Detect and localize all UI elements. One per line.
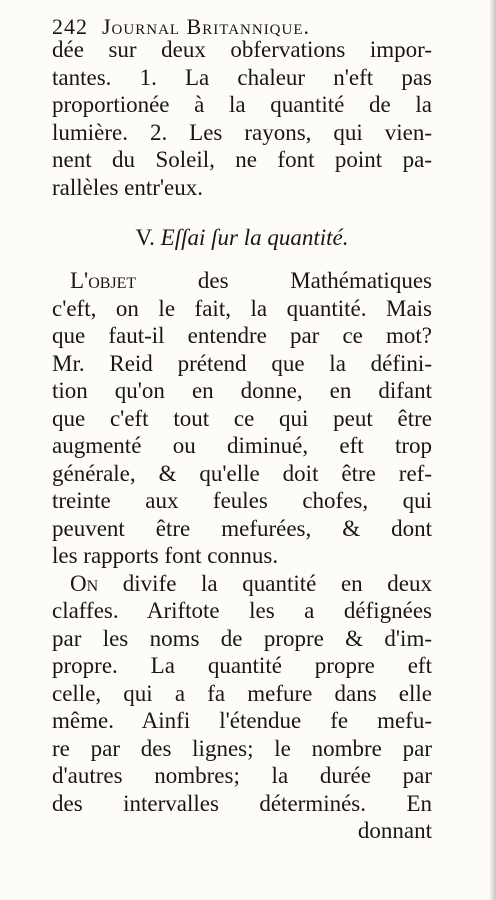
text-line: par les noms de propre & d'im- (52, 625, 432, 651)
text-line: tion qu'on en donne, en difant (52, 378, 432, 403)
paragraph-first-line-text: des Mathématiques (136, 268, 432, 293)
text-line: propre. La quantité propre eft (52, 653, 432, 678)
text-line: celle, qui a fa mefure dans elle (52, 680, 432, 706)
text-line: tantes. 1. La chaleur n'eft pas (52, 64, 432, 90)
text-line: peuvent être mefurées, & dont (52, 515, 432, 541)
body-text (52, 36, 432, 845)
section-title: Eſſai ſur la quantité. (160, 225, 349, 250)
text-line: que c'eft tout ce qui peut être (52, 405, 432, 431)
text-line: les rapports font connus. (52, 543, 279, 568)
text-line: d'autres nombres; la durée par (52, 763, 432, 788)
text-line: rallèles entr'eux. (52, 174, 204, 200)
text-line: générale, & qu'elle doit être ref- (52, 460, 432, 486)
paragraph-first-line (52, 267, 432, 295)
paragraph-lead-word: L'objet (70, 268, 137, 293)
text-line: re par des lignes; le nombre par (52, 735, 432, 761)
spacer (52, 201, 432, 221)
running-title: Journal Britannique. (102, 14, 311, 39)
section-heading (52, 221, 432, 255)
page-edge (490, 0, 496, 900)
text-line: des intervalles déterminés. En (52, 790, 432, 816)
text-line: dée sur deux obfervations impor- (52, 37, 432, 62)
text-line: nent du Soleil, ne font point pa- (52, 147, 432, 172)
text-line: même. Ainfi l'étendue fe mefu- (52, 708, 432, 733)
text-line: c'eft, on le fait, la quantité. Mais (52, 295, 432, 321)
text-line: treinte aux feules chofes, qui (52, 488, 432, 513)
page-number: 242 (52, 14, 88, 39)
text-line: augmenté ou diminué, eft trop (52, 433, 432, 458)
section-numeral: V. (135, 225, 161, 250)
text-line: proportionée à la quantité de la (52, 92, 432, 117)
catchword: donnant (357, 818, 432, 843)
text-line: claffes. Ariftote les a défignées (52, 598, 432, 623)
text-line: Mr. Reid prétend que la défini- (52, 350, 432, 376)
text-line: lumière. 2. Les rayons, qui vien- (52, 119, 432, 145)
paragraph-first-line-text: divife la quantité en deux (98, 570, 432, 596)
paragraph-first-line (52, 570, 432, 598)
paragraph-lead-word: On (70, 570, 99, 596)
spacer (52, 255, 432, 267)
text-line: que faut-il entendre par ce mot? (52, 323, 432, 348)
